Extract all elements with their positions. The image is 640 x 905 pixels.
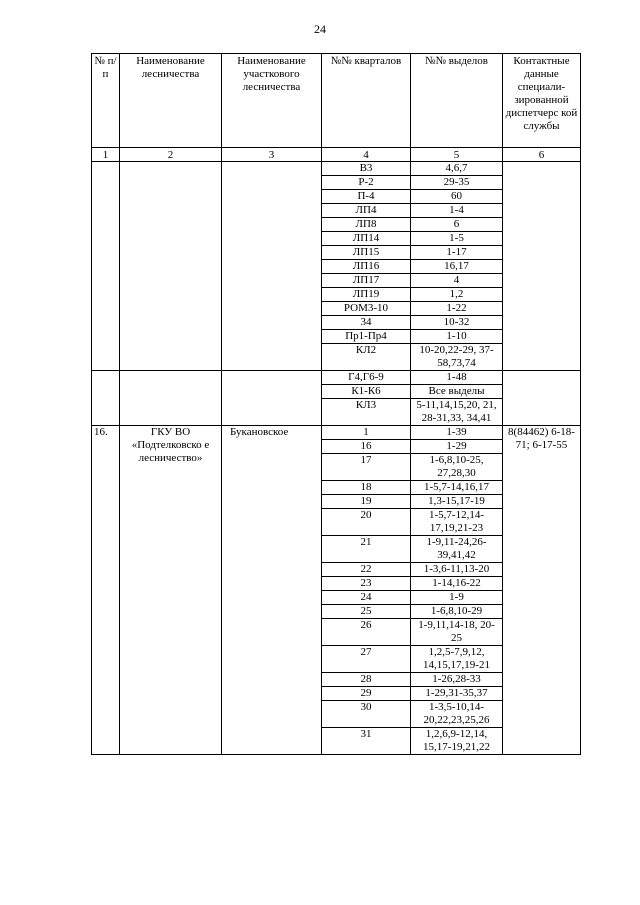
contact-cell xyxy=(503,371,581,426)
allotment-cell: 1-10 xyxy=(411,330,503,344)
quarter-cell: КЛ3 xyxy=(322,399,411,426)
allotment-cell: 1,2 xyxy=(411,288,503,302)
allotment-cell: 10-32 xyxy=(411,316,503,330)
header-row xyxy=(92,54,581,148)
allotment-cell: 29-35 xyxy=(411,176,503,190)
allotment-cell: 1,2,5-7,9,12, 14,15,17,19-21 xyxy=(411,646,503,673)
quarter-cell: К1-К6 xyxy=(322,385,411,399)
quarter-cell: 28 xyxy=(322,673,411,687)
quarter-cell: 19 xyxy=(322,495,411,509)
allotment-cell: 1,3-15,17-19 xyxy=(411,495,503,509)
column-number: 5 xyxy=(411,148,503,162)
allotment-cell: 1-22 xyxy=(411,302,503,316)
quarter-cell: 29 xyxy=(322,687,411,701)
quarter-cell: 31 xyxy=(322,728,411,755)
column-number: 1 xyxy=(92,148,120,162)
header-quarters: №№ кварталов xyxy=(322,54,411,148)
allotment-cell: Все выделы xyxy=(411,385,503,399)
district-cell: Букановское xyxy=(222,426,322,755)
contact-cell xyxy=(503,162,581,371)
quarter-cell: ЛП8 xyxy=(322,218,411,232)
column-number: 3 xyxy=(222,148,322,162)
quarter-cell: П-4 xyxy=(322,190,411,204)
header-district: Наименование участкового лесничества xyxy=(222,54,322,148)
district-cell xyxy=(222,371,322,426)
quarter-cell: Пр1-Пр4 xyxy=(322,330,411,344)
forestry-cell xyxy=(120,162,222,371)
quarter-cell: Г4,Г6-9 xyxy=(322,371,411,385)
quarter-cell: 21 xyxy=(322,536,411,563)
quarter-cell: ЛП4 xyxy=(322,204,411,218)
forestry-table xyxy=(91,53,581,755)
quarter-cell: 25 xyxy=(322,605,411,619)
number-cell xyxy=(92,371,120,426)
quarter-cell: 24 xyxy=(322,591,411,605)
quarter-cell: 1 xyxy=(322,426,411,440)
contact-cell: 8(84462) 6-18-71; 6-17-55 xyxy=(503,426,581,755)
quarter-cell: 27 xyxy=(322,646,411,673)
allotment-cell: 1,2,6,9-12,14, 15,17-19,21,22 xyxy=(411,728,503,755)
allotment-cell: 1-6,8,10-25, 27,28,30 xyxy=(411,454,503,481)
forestry-cell xyxy=(120,371,222,426)
allotment-cell: 5-11,14,15,20, 21, 28-31,33, 34,41 xyxy=(411,399,503,426)
district-cell xyxy=(222,162,322,371)
quarter-cell: 20 xyxy=(322,509,411,536)
quarter-cell: 17 xyxy=(322,454,411,481)
header-number: № п/п xyxy=(92,54,120,148)
allotment-cell: 1-17 xyxy=(411,246,503,260)
allotment-cell: 1-5,7-14,16,17 xyxy=(411,481,503,495)
quarter-cell: В3 xyxy=(322,162,411,176)
quarter-cell: ЛП14 xyxy=(322,232,411,246)
allotment-cell: 1-14,16-22 xyxy=(411,577,503,591)
table-row xyxy=(92,426,581,440)
allotment-cell: 1-9 xyxy=(411,591,503,605)
quarter-cell: 16 xyxy=(322,440,411,454)
allotment-cell: 1-3,5-10,14-20,22,23,25,26 xyxy=(411,701,503,728)
allotment-cell: 16,17 xyxy=(411,260,503,274)
table-row xyxy=(92,162,581,176)
allotment-cell: 1-5 xyxy=(411,232,503,246)
quarter-cell: 18 xyxy=(322,481,411,495)
allotment-cell: 1-39 xyxy=(411,426,503,440)
allotment-cell: 4,6,7 xyxy=(411,162,503,176)
number-cell xyxy=(92,162,120,371)
allotment-cell: 1-9,11-24,26-39,41,42 xyxy=(411,536,503,563)
table-body xyxy=(92,162,581,755)
column-number: 4 xyxy=(322,148,411,162)
allotment-cell: 1-29,31-35,37 xyxy=(411,687,503,701)
allotment-cell: 60 xyxy=(411,190,503,204)
page-number: 24 xyxy=(314,22,326,36)
allotment-cell: 1-9,11,14-18, 20-25 xyxy=(411,619,503,646)
column-number: 6 xyxy=(503,148,581,162)
quarter-cell: ЛП17 xyxy=(322,274,411,288)
allotment-cell: 1-48 xyxy=(411,371,503,385)
table-row xyxy=(92,371,581,385)
quarter-cell: Р-2 xyxy=(322,176,411,190)
forestry-cell: ГКУ ВО «Подтелковско е лесничество» xyxy=(120,426,222,755)
number-cell: 16. xyxy=(92,426,120,755)
quarter-cell: ЛП19 xyxy=(322,288,411,302)
column-number-row xyxy=(92,148,581,162)
quarter-cell: 34 xyxy=(322,316,411,330)
quarter-cell: КЛ2 xyxy=(322,344,411,371)
allotment-cell: 6 xyxy=(411,218,503,232)
allotment-cell: 1-6,8,10-29 xyxy=(411,605,503,619)
allotment-cell: 1-26,28-33 xyxy=(411,673,503,687)
allotment-cell: 1-29 xyxy=(411,440,503,454)
quarter-cell: ЛП15 xyxy=(322,246,411,260)
column-number: 2 xyxy=(120,148,222,162)
allotment-cell: 4 xyxy=(411,274,503,288)
quarter-cell: 22 xyxy=(322,563,411,577)
allotment-cell: 1-4 xyxy=(411,204,503,218)
header-forestry: Наименование лесничества xyxy=(120,54,222,148)
quarter-cell: РОМ3-10 xyxy=(322,302,411,316)
header-contacts: Контактные данные специали-зированной диспетчерс кой службы xyxy=(503,54,581,148)
quarter-cell: 30 xyxy=(322,701,411,728)
allotment-cell: 1-5,7-12,14-17,19,21-23 xyxy=(411,509,503,536)
allotment-cell: 1-3,6-11,13-20 xyxy=(411,563,503,577)
allotment-cell: 10-20,22-29, 37-58,73,74 xyxy=(411,344,503,371)
quarter-cell: 23 xyxy=(322,577,411,591)
header-allotments: №№ выделов xyxy=(411,54,503,148)
quarter-cell: 26 xyxy=(322,619,411,646)
quarter-cell: ЛП16 xyxy=(322,260,411,274)
